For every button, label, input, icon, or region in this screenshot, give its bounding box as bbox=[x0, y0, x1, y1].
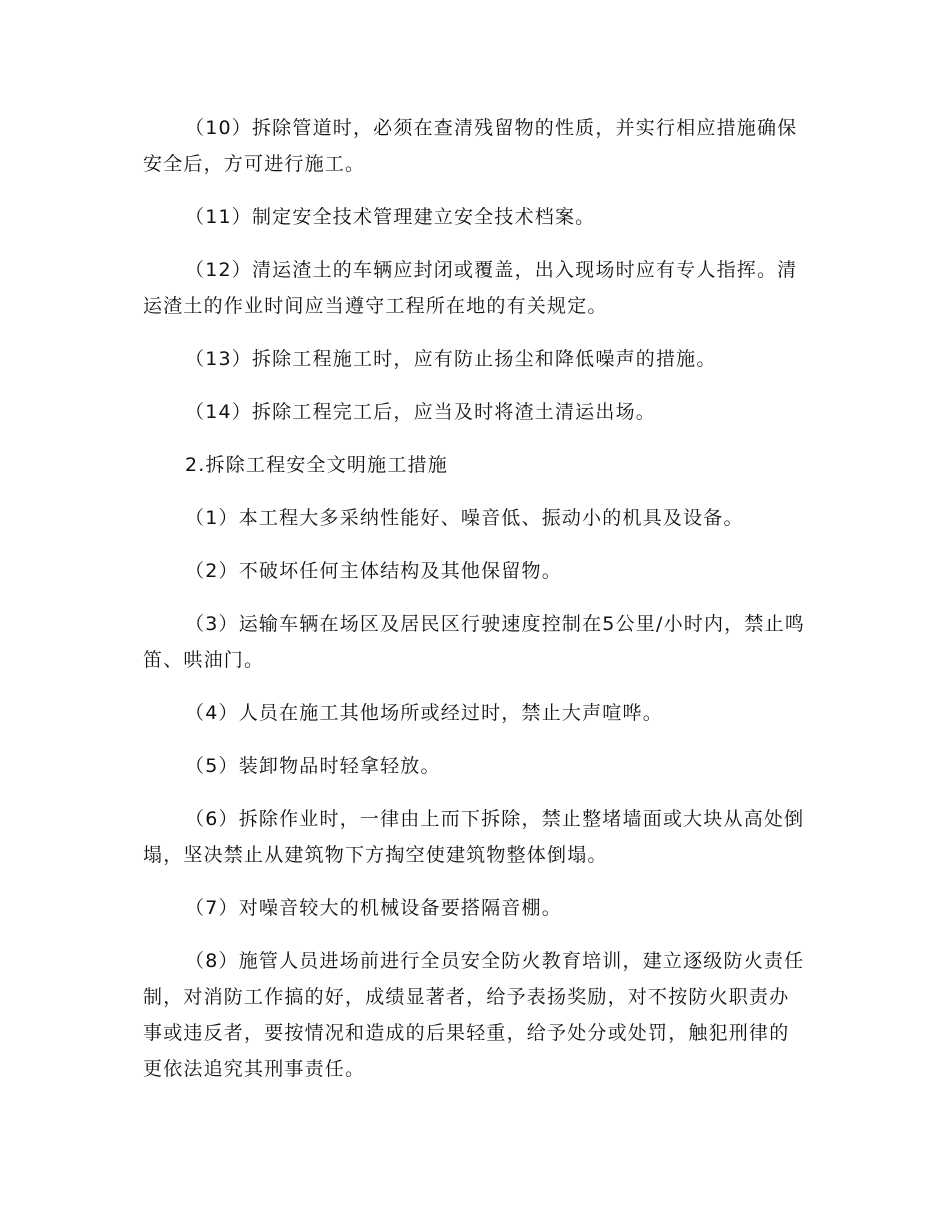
measure-item-8: （8）施管人员进场前进行全员安全防火教育培训，建立逐级防火责任制，对消防工作搞的好，成绩显著者，给予表扬奖励，对不按防火职责办事或违反者，要按情况和造成的后果轻重，给予处分或处罚，触犯刑律的更依法追究其刑事责任。 bbox=[143, 950, 805, 1080]
paragraph-item-14: （14）拆除工程完工后，应当及时将渣土清运出场。 bbox=[185, 401, 656, 423]
measure-item-3: （3）运输车辆在场区及居民区行驶速度控制在5公里/小时内，禁止鸣笛、哄油门。 bbox=[143, 613, 805, 671]
measure-item-5: （5）装卸物品时轻拿轻放。 bbox=[185, 755, 441, 777]
paragraph-item-11: （11）制定安全技术管理建立安全技术档案。 bbox=[185, 206, 596, 228]
paragraph-item-10: （10）拆除管道时，必须在查清残留物的性质，并实行相应措施确保安全后，方可进行施工。 bbox=[143, 117, 798, 175]
measure-item-7: （7）对噪音较大的机械设备要搭隔音棚。 bbox=[185, 897, 562, 919]
measure-item-4: （4）人员在施工其他场所或经过时，禁止大声喧哗。 bbox=[185, 702, 663, 724]
measure-item-6: （6）拆除作业时，一律由上而下拆除，禁止整堵墙面或大块从高处倒塌，坚决禁止从建筑物下方掏空使建筑物整体倒塌。 bbox=[143, 808, 805, 866]
paragraph-item-13: （13）拆除工程施工时，应有防止扬尘和降低噪声的措施。 bbox=[185, 348, 717, 370]
document-body bbox=[143, 110, 808, 1087]
measure-item-2: （2）不破坏任何主体结构及其他保留物。 bbox=[185, 560, 562, 582]
paragraph-item-12: （12）清运渣土的车辆应封闭或覆盖，出入现场时应有专人指挥。清运渣土的作业时间应当遵守工程所在地的有关规定。 bbox=[143, 259, 798, 317]
measure-item-1: （1）本工程大多采纳性能好、噪音低、振动小的机具及设备。 bbox=[185, 507, 744, 529]
section-heading: 2.拆除工程安全文明施工措施 bbox=[185, 454, 448, 476]
